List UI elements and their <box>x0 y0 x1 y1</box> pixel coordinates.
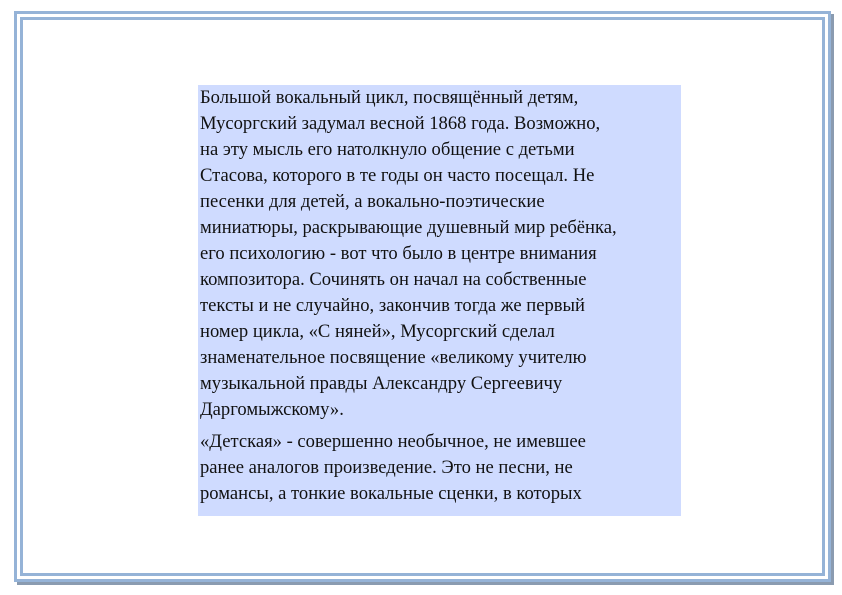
text-line: миниатюры, раскрывающие душевный мир ребёнка, <box>200 217 617 238</box>
text-line: его психологию - вот что было в центре внимания <box>200 243 597 264</box>
text-line: ранее аналогов произведение. Это не песни, не <box>200 457 573 478</box>
text-line: Мусоргский задумал весной 1868 года. Возможно, <box>200 113 601 134</box>
paragraph-1 <box>198 85 681 423</box>
text-line: Даргомыжскому». <box>200 399 344 420</box>
text-line: тексты и не случайно, закончив тогда же первый <box>200 295 585 316</box>
text-line: песенки для детей, а вокально-поэтические <box>200 191 545 212</box>
text-line: композитора. Сочинять он начал на собственные <box>200 269 587 290</box>
text-line: «Детская» - совершенно необычное, не имевшее <box>200 431 586 452</box>
text-line: романсы, а тонкие вокальные сценки, в которых <box>200 483 582 504</box>
text-line: музыкальной правды Александру Сергеевичу <box>200 373 563 394</box>
text-line: номер цикла, «С няней», Мусоргский сделал <box>200 321 555 342</box>
text-line: Стасова, которого в те годы он часто посещал. Не <box>200 165 595 186</box>
paragraph-2 <box>198 429 681 507</box>
text-line: Большой вокальный цикл, посвящённый детям, <box>200 87 579 108</box>
text-block <box>198 85 681 516</box>
text-line: знаменательное посвящение «великому учителю <box>200 347 587 368</box>
text-line: на эту мысль его натолкнуло общение с детьми <box>200 139 575 160</box>
